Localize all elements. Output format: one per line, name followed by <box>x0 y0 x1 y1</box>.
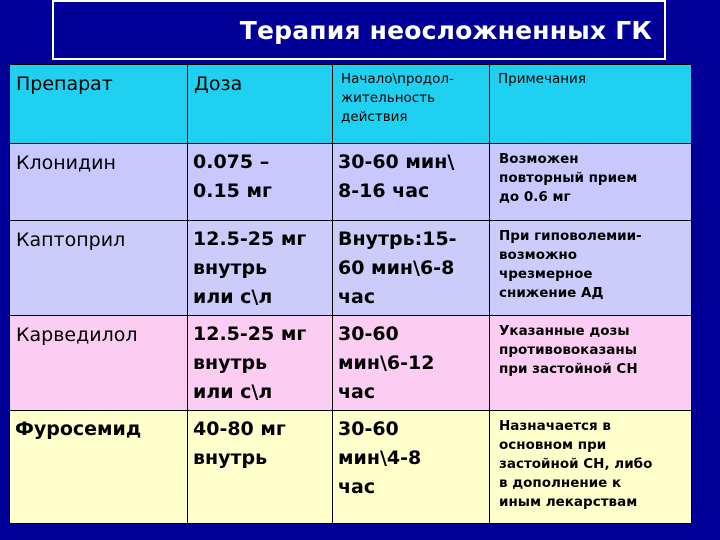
onset-cell <box>333 144 490 221</box>
onset-cell <box>333 316 490 411</box>
dose-cell <box>188 316 333 411</box>
drug-cell <box>10 316 188 411</box>
header-onset: Начало\продол- жительность действия <box>341 71 454 125</box>
onset-value: 30-60 мин\4-8 час <box>338 418 422 498</box>
notes-cell <box>490 221 692 316</box>
header-cell-notes <box>490 65 692 144</box>
drug-name: Фуросемид <box>15 418 142 440</box>
dose-cell <box>188 221 333 316</box>
dose-cell <box>188 144 333 221</box>
onset-value: Внутрь:15- 60 мин\6-8 час <box>338 228 457 308</box>
onset-value: 30-60 мин\6-12 час <box>338 323 435 403</box>
table-header-row <box>10 65 692 144</box>
notes-value: Указанные дозы противовоказаны при застойной СН <box>499 323 638 377</box>
drug-cell <box>10 221 188 316</box>
header-cell-drug <box>10 65 188 144</box>
notes-cell <box>490 411 692 524</box>
onset-cell <box>333 221 490 316</box>
onset-cell <box>333 411 490 524</box>
drug-name: Каптоприл <box>16 229 126 251</box>
notes-cell <box>490 316 692 411</box>
drug-cell <box>10 144 188 221</box>
notes-value: Возможен повторный прием до 0.6 мг <box>499 151 638 205</box>
header-dose: Доза <box>194 73 243 95</box>
dose-value: 12.5-25 мг внутрь или с\л <box>193 228 307 308</box>
slide-title: Терапия неосложненных ГК <box>239 16 652 45</box>
table-row <box>10 221 692 316</box>
notes-cell <box>490 144 692 221</box>
table-row <box>10 411 692 524</box>
table-row <box>10 316 692 411</box>
drug-name: Клонидин <box>16 152 116 174</box>
drug-cell <box>10 411 188 524</box>
dose-cell <box>188 411 333 524</box>
onset-value: 30-60 мин\ 8-16 час <box>338 151 455 202</box>
drug-table <box>9 64 692 524</box>
dose-value: 40-80 мг внутрь <box>193 418 286 469</box>
notes-value: При гиповолемии- возможно чрезмерное снижение АД <box>499 228 642 301</box>
dose-value: 0.075 – 0.15 мг <box>193 151 272 202</box>
table-row <box>10 144 692 221</box>
notes-value: Назначается в основном при застойной СН, либо в дополнение к иным лекарствам <box>499 418 653 510</box>
dose-value: 12.5-25 мг внутрь или с\л <box>193 323 307 403</box>
header-drug: Препарат <box>16 73 113 95</box>
header-notes: Примечания <box>498 71 586 87</box>
drug-name: Карведилол <box>16 324 138 346</box>
header-cell-onset <box>333 65 490 144</box>
title-box <box>52 0 666 60</box>
header-cell-dose <box>188 65 333 144</box>
